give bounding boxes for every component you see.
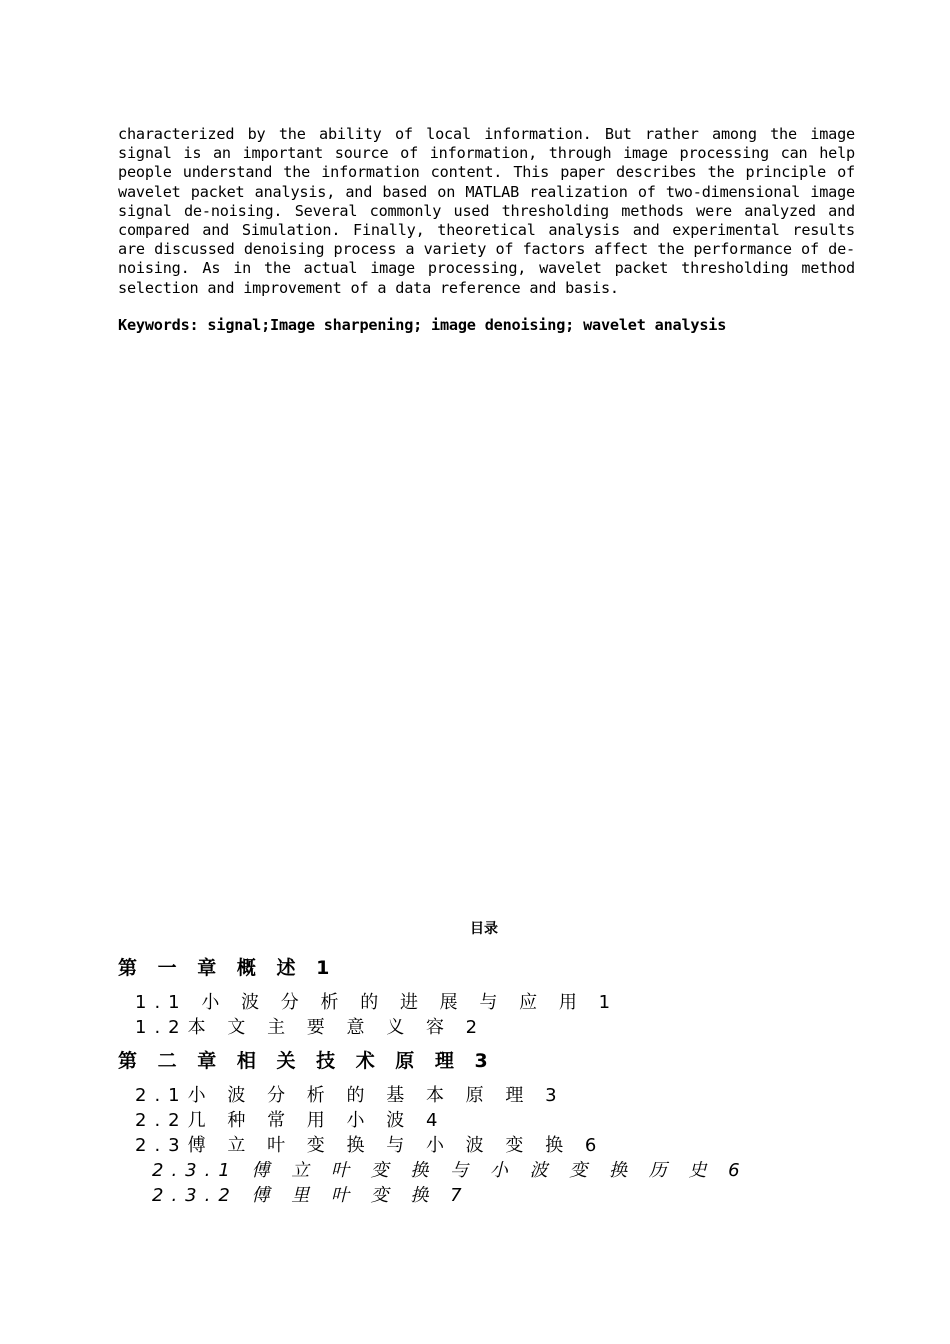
toc-title: 目录	[470, 921, 498, 937]
toc-subsection-2-3-2: 2.3.2 傅 里 叶 变 换 7	[152, 1185, 470, 1206]
keywords-line: Keywords: signal;Image sharpening; image denoising; wavelet analysis	[118, 316, 727, 334]
toc-section-2-2: 2.2几 种 常 用 小 波 4	[135, 1110, 446, 1131]
toc-chapter-1: 第 一 章 概 述 1	[118, 957, 337, 979]
toc-subsection-2-3-1: 2.3.1 傅 立 叶 变 换 与 小 波 变 换 历 史 6	[152, 1160, 748, 1181]
toc-section-2-3: 2.3傅 立 叶 变 换 与 小 波 变 换 6	[135, 1135, 605, 1156]
toc-chapter-2: 第 二 章 相 关 技 术 原 理 3	[118, 1050, 495, 1072]
toc-section-1-1: 1.1 小 波 分 析 的 进 展 与 应 用 1	[135, 992, 619, 1013]
toc-section-1-2: 1.2本 文 主 要 意 义 容 2	[135, 1017, 486, 1038]
abstract-paragraph: characterized by the ability of local information. But rather among the image signal is an important source of information, through image processing can help people understand the information content. This paper describes the principle of wavelet packet analysis, and based on MATLAB realization of two-dimensional image signal de-noising. Several commonly used thresholding methods were analyzed and compared and Simulation. Finally, theoretical analysis and experimental results are discussed denoising process a variety of factors affect the performance of de-noising. As in the actual image processing, wavelet packet thresholding method selection and improvement of a data reference and basis.	[118, 125, 855, 297]
toc-section-2-1: 2.1小 波 分 析 的 基 本 原 理 3	[135, 1085, 565, 1106]
